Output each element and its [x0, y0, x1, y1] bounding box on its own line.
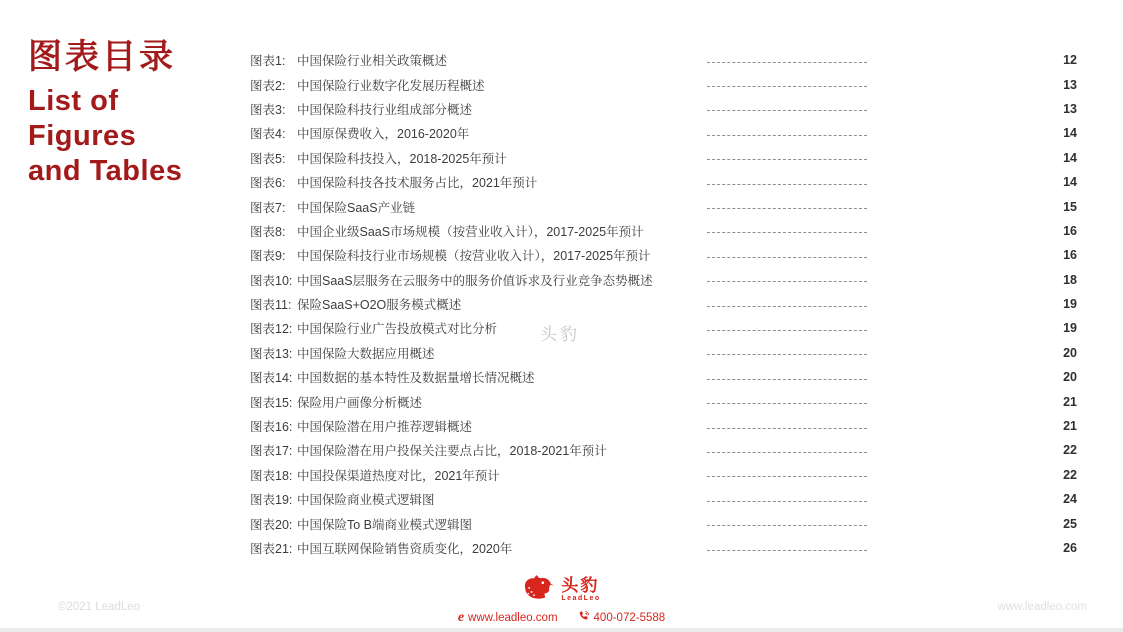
toc-entry[interactable]: [250, 97, 1077, 121]
browser-e-icon: e: [457, 609, 465, 625]
phone-icon: [578, 610, 590, 625]
figure-label: 图表11:: [250, 298, 292, 313]
dotted-leader: [707, 379, 867, 380]
figure-title: 中国原保费收入，2016-2020年: [297, 127, 470, 142]
page-number: 20: [1063, 370, 1077, 385]
figure-title: 中国投保渠道热度对比，2021年预计: [297, 468, 500, 483]
footer-phone-number: 400-072-5588: [593, 611, 666, 624]
toc-entry[interactable]: [250, 170, 1077, 194]
figure-label: 图表19:: [250, 493, 293, 508]
leadleo-logo: [522, 574, 600, 606]
toc-entry[interactable]: [250, 365, 1077, 389]
page-number: 18: [1063, 272, 1077, 287]
page-title-en-line2: Figures: [28, 120, 137, 152]
dotted-leader: [707, 354, 867, 355]
dotted-leader: [707, 110, 867, 111]
toc-entry[interactable]: [250, 292, 1077, 316]
toc-entry[interactable]: [250, 536, 1077, 560]
figure-title: 中国保险科技投入，2018-2025年预计: [297, 151, 507, 166]
toc-entry[interactable]: [250, 243, 1077, 267]
figure-label: 图表7:: [250, 200, 286, 215]
dotted-leader: [707, 184, 867, 185]
toc-entry[interactable]: [250, 511, 1077, 535]
dotted-leader: [707, 525, 867, 526]
figure-label: 图表21:: [250, 542, 293, 556]
figure-title: 中国企业级SaaS市场规模（按营业收入计），2017-2025年预计: [297, 224, 644, 239]
figure-label: 图表3:: [250, 102, 286, 117]
page-number: 25: [1063, 516, 1077, 531]
toc-entry[interactable]: [250, 268, 1077, 292]
figure-title: 中国互联网保险销售资质变化，2020年: [297, 542, 513, 556]
toc-entry[interactable]: [250, 121, 1077, 145]
page-number: 22: [1063, 443, 1077, 458]
toc-entry[interactable]: [250, 72, 1077, 96]
figure-label: 图表20:: [250, 517, 293, 532]
figure-title: 中国数据的基本特性及数据量增长情况概述: [297, 371, 535, 386]
dotted-leader: [707, 476, 867, 477]
dotted-leader: [707, 330, 867, 331]
page-number: 15: [1063, 199, 1077, 214]
dotted-leader: [707, 501, 867, 502]
page-number: 19: [1063, 297, 1077, 312]
logo-text-en: LeadLeo: [561, 595, 601, 602]
footer-center: [0, 574, 1123, 625]
toc-entry[interactable]: [250, 438, 1077, 462]
figure-title: 中国保险行业数字化发展历程概述: [297, 78, 485, 93]
figure-title: 中国保险行业广告投放模式对比分析: [297, 322, 498, 337]
figure-title: 中国保险行业相关政策概述: [297, 54, 448, 69]
page-number: 21: [1063, 394, 1077, 409]
toc-entry[interactable]: [250, 389, 1077, 413]
figure-title: 保险用户画像分析概述: [297, 395, 423, 410]
dotted-leader: [707, 232, 867, 233]
dotted-leader: [707, 159, 867, 160]
figure-label: 图表4:: [250, 127, 286, 142]
figure-label: 图表5:: [250, 151, 286, 166]
figure-label: 图表12:: [250, 322, 293, 337]
figure-label: 图表13:: [250, 346, 293, 361]
watermark-text: 头豹: [540, 325, 580, 344]
page-title: [28, 40, 182, 189]
page-number: 16: [1063, 223, 1077, 238]
page-number: 13: [1063, 77, 1077, 92]
footer-website-right[interactable]: www.leadleo.com: [997, 601, 1087, 613]
figure-label: 图表18:: [250, 468, 293, 483]
page-number: 13: [1063, 101, 1077, 116]
dotted-leader: [707, 86, 867, 87]
toc-entry[interactable]: [250, 463, 1077, 487]
page-title-cn: 图表目录: [28, 38, 176, 76]
toc-list: [250, 48, 1077, 560]
figure-title: 保险SaaS+O2O服务模式概述: [297, 298, 462, 313]
figure-title: 中国保险潜在用户投保关注要点占比，2018-2021年预计: [297, 444, 607, 459]
toc-entry[interactable]: [250, 487, 1077, 511]
leopard-icon: [522, 574, 554, 606]
page-number: 12: [1063, 53, 1077, 68]
figure-label: 图表14:: [250, 371, 293, 386]
dotted-leader: [707, 403, 867, 404]
bottom-divider: [0, 628, 1123, 632]
figure-label: 图表8:: [250, 224, 286, 239]
figure-title: 中国保险科技行业市场规模（按营业收入计），2017-2025年预计: [297, 249, 651, 264]
page-number: 20: [1063, 345, 1077, 360]
page-number: 14: [1063, 150, 1077, 165]
figure-title: 中国保险SaaS产业链: [297, 200, 416, 215]
figure-label: 图表10:: [250, 273, 293, 288]
figure-label: 图表6:: [250, 176, 286, 191]
dotted-leader: [707, 208, 867, 209]
page-number: 21: [1063, 419, 1077, 434]
dotted-leader: [707, 135, 867, 136]
figure-label: 图表9:: [250, 249, 286, 264]
figure-title: 中国保险大数据应用概述: [297, 346, 435, 361]
page-number: 22: [1063, 467, 1077, 482]
dotted-leader: [707, 550, 867, 551]
footer-website-link[interactable]: www.leadleo.com: [468, 611, 558, 624]
figure-title: 中国保险商业模式逻辑图: [297, 493, 435, 508]
copyright-text: ©2021 LeadLeo: [58, 601, 141, 613]
page-title-en-line3: and Tables: [28, 155, 183, 187]
footer-contact: [458, 610, 665, 625]
figure-label: 图表17:: [250, 444, 293, 459]
dotted-leader: [707, 306, 867, 307]
page-number: 16: [1063, 248, 1077, 263]
page-number: 26: [1063, 541, 1077, 555]
dotted-leader: [707, 257, 867, 258]
figure-label: 图表1:: [250, 54, 286, 69]
dotted-leader: [707, 62, 867, 63]
dotted-leader: [707, 452, 867, 453]
figure-title: 中国保险科技各技术服务占比，2021年预计: [297, 176, 538, 191]
page-title-en-line1: List of: [28, 85, 119, 117]
toc-entry[interactable]: [250, 146, 1077, 170]
page-number: 14: [1063, 175, 1077, 190]
figure-label: 图表2:: [250, 78, 286, 93]
dotted-leader: [707, 281, 867, 282]
toc-entry[interactable]: [250, 219, 1077, 243]
dotted-leader: [707, 428, 867, 429]
toc-entry[interactable]: [250, 48, 1077, 72]
page-number: 19: [1063, 321, 1077, 336]
toc-entry[interactable]: [250, 341, 1077, 365]
figure-label: 图表16:: [250, 420, 293, 435]
toc-entry[interactable]: [250, 194, 1077, 218]
figure-title: 中国保险To B端商业模式逻辑图: [297, 517, 473, 532]
logo-text-cn: 头豹: [561, 576, 600, 595]
page-number: 14: [1063, 126, 1077, 141]
page-number: 24: [1063, 492, 1077, 507]
figure-title: 中国保险潜在用户推荐逻辑概述: [297, 420, 473, 435]
figure-title: 中国保险科技行业组成部分概述: [297, 102, 473, 117]
toc-entry[interactable]: [250, 414, 1077, 438]
figure-label: 图表15:: [250, 395, 293, 410]
toc-entry[interactable]: [250, 316, 1077, 340]
figure-title: 中国SaaS层服务在云服务中的服务价值诉求及行业竞争态势概述: [297, 273, 653, 288]
